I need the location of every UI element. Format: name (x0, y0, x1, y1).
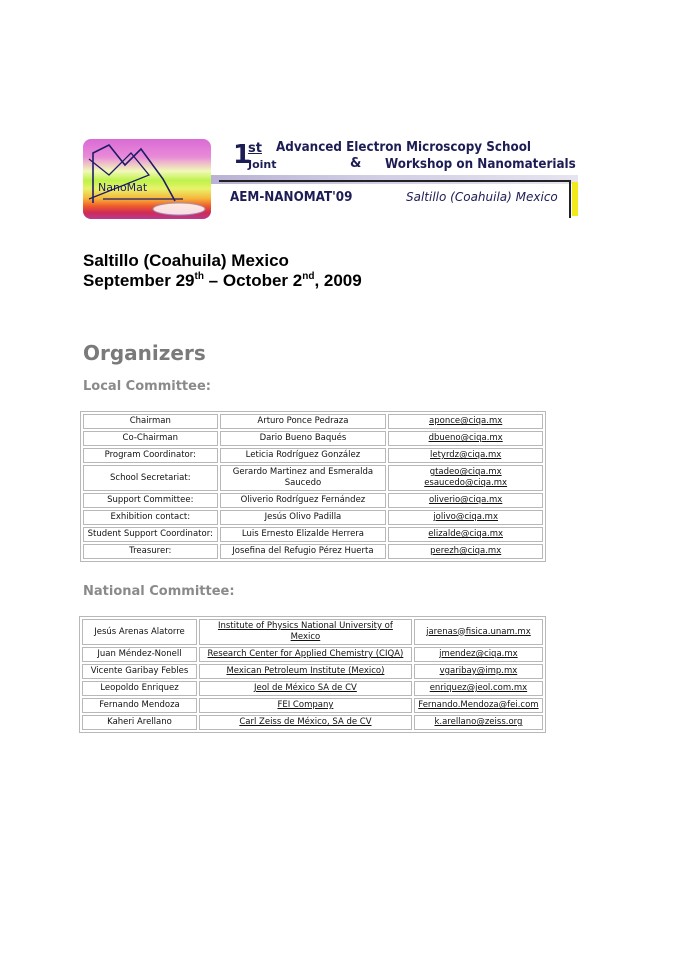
table-row (83, 493, 543, 508)
event-dates (83, 271, 362, 291)
institution-cell (199, 715, 412, 730)
ordinal-suffix: st (248, 141, 262, 156)
table-row (82, 715, 543, 730)
member-name-cell: Fernando Mendoza (82, 698, 197, 713)
banner-location: Saltillo (Coahuila) Mexico (406, 190, 558, 204)
table-row (83, 465, 543, 491)
banner-rule (219, 180, 570, 182)
institution-cell (199, 698, 412, 713)
event-code: AEM-NANOMAT'09 (230, 190, 353, 205)
table-row (83, 414, 543, 429)
table-row (83, 448, 543, 463)
institution-link[interactable]: Carl Zeiss de México, SA de CV (239, 717, 372, 727)
name-cell: Oliverio Rodríguez Fernández (220, 493, 387, 508)
email-link[interactable]: esaucedo@ciqa.mx (424, 478, 508, 488)
email-cell (414, 715, 543, 730)
email-link[interactable]: k.arellano@zeiss.org (434, 717, 523, 727)
institution-cell (199, 681, 412, 696)
email-link[interactable]: oliverio@ciqa.mx (428, 495, 503, 505)
table-row (83, 431, 543, 446)
table-row (82, 698, 543, 713)
email-link[interactable]: jarenas@fisica.unam.mx (426, 626, 531, 637)
email-cell (388, 527, 543, 542)
institution-link[interactable]: Institute of Physics National University of Mexico (217, 621, 393, 642)
date-start-suffix: th (194, 271, 204, 282)
institution-cell (199, 647, 412, 662)
national-committee-heading: National Committee: (83, 584, 235, 599)
table-row (82, 681, 543, 696)
email-link[interactable]: jmendez@ciqa.mx (439, 649, 518, 659)
name-cell: Dario Bueno Baqués (220, 431, 387, 446)
email-link[interactable]: dbueno@ciqa.mx (428, 433, 503, 443)
date-start: September 29 (83, 271, 195, 290)
member-name-cell: Vicente Garibay Febles (82, 664, 197, 679)
banner-accent-bar (572, 182, 578, 216)
table-row (83, 544, 543, 559)
email-link[interactable]: enriquez@jeol.com.mx (429, 683, 528, 693)
table-row (82, 619, 543, 645)
table-row (83, 510, 543, 525)
role-cell: Treasurer: (83, 544, 218, 559)
email-cell (414, 664, 543, 679)
role-cell: Exhibition contact: (83, 510, 218, 525)
email-cell (414, 619, 543, 645)
email-link[interactable]: jolivo@ciqa.mx (433, 512, 498, 522)
ordinal-number: 1 (233, 140, 252, 170)
email-link[interactable]: Fernando.Mendoza@fei.com (418, 700, 539, 710)
email-cell (388, 493, 543, 508)
logo-text: NanoMat (98, 181, 148, 194)
email-cell (388, 544, 543, 559)
email-cell (388, 465, 543, 491)
workshop-title: Workshop on Nanomaterials (385, 157, 576, 172)
email-link[interactable]: perezh@ciqa.mx (430, 546, 502, 556)
role-cell: Support Committee: (83, 493, 218, 508)
email-cell (388, 414, 543, 429)
joint-label: Joint (248, 158, 277, 171)
institution-link[interactable]: Research Center for Applied Chemistry (CIQA) (207, 649, 404, 659)
institution-cell (199, 619, 412, 645)
email-link[interactable]: elizalde@ciqa.mx (428, 529, 504, 539)
email-cell (414, 681, 543, 696)
email-link[interactable]: letyrdz@ciqa.mx (429, 450, 502, 460)
institution-link[interactable]: Mexican Petroleum Institute (Mexico) (226, 666, 385, 676)
name-cell: Arturo Ponce Pedraza (220, 414, 387, 429)
email-cell (414, 698, 543, 713)
institution-link[interactable]: FEI Company (277, 700, 334, 710)
national-committee-table (79, 616, 546, 733)
member-name-cell: Jesús Arenas Alatorre (82, 619, 197, 645)
role-cell: Chairman (83, 414, 218, 429)
table-row (82, 647, 543, 662)
event-place: Saltillo (Coahuila) Mexico (83, 251, 289, 270)
name-cell: Gerardo Martinez and Esmeralda Saucedo (220, 465, 387, 491)
email-link[interactable]: vgaribay@imp.mx (439, 666, 518, 676)
name-cell: Jesús Olivo Padilla (220, 510, 387, 525)
email-cell (388, 510, 543, 525)
name-cell: Luis Ernesto Elizalde Herrera (220, 527, 387, 542)
nanomat-logo (83, 139, 211, 219)
institution-link[interactable]: Jeol de México SA de CV (254, 683, 357, 693)
email-link[interactable]: gtadeo@ciqa.mx (429, 467, 502, 477)
email-cell (388, 431, 543, 446)
role-cell: Program Coordinator: (83, 448, 218, 463)
table-row (82, 664, 543, 679)
role-cell: School Secretariat: (83, 465, 218, 491)
school-title: Advanced Electron Microscopy School (276, 140, 532, 155)
name-cell: Josefina del Refugio Pérez Huerta (220, 544, 387, 559)
name-cell: Leticia Rodríguez González (220, 448, 387, 463)
ampersand: & (350, 156, 362, 171)
role-cell: Co-Chairman (83, 431, 218, 446)
role-cell: Student Support Coordinator: (83, 527, 218, 542)
institution-cell (199, 664, 412, 679)
event-banner (83, 137, 578, 221)
member-name-cell: Kaheri Arellano (82, 715, 197, 730)
local-committee-heading: Local Committee: (83, 379, 211, 394)
date-end: – October 2 (203, 271, 303, 290)
organizers-heading: Organizers (83, 341, 206, 365)
email-cell (388, 448, 543, 463)
email-link[interactable]: aponce@ciqa.mx (429, 416, 503, 426)
date-year: , 2009 (314, 271, 362, 290)
date-end-suffix: nd (302, 271, 315, 282)
logo-graphic (83, 139, 211, 219)
member-name-cell: Leopoldo Enriquez (82, 681, 197, 696)
banner-title (233, 137, 576, 177)
local-committee-table (80, 411, 546, 562)
member-name-cell: Juan Méndez-Nonell (82, 647, 197, 662)
table-row (83, 527, 543, 542)
email-cell (414, 647, 543, 662)
banner-vertical-rule (569, 180, 571, 218)
